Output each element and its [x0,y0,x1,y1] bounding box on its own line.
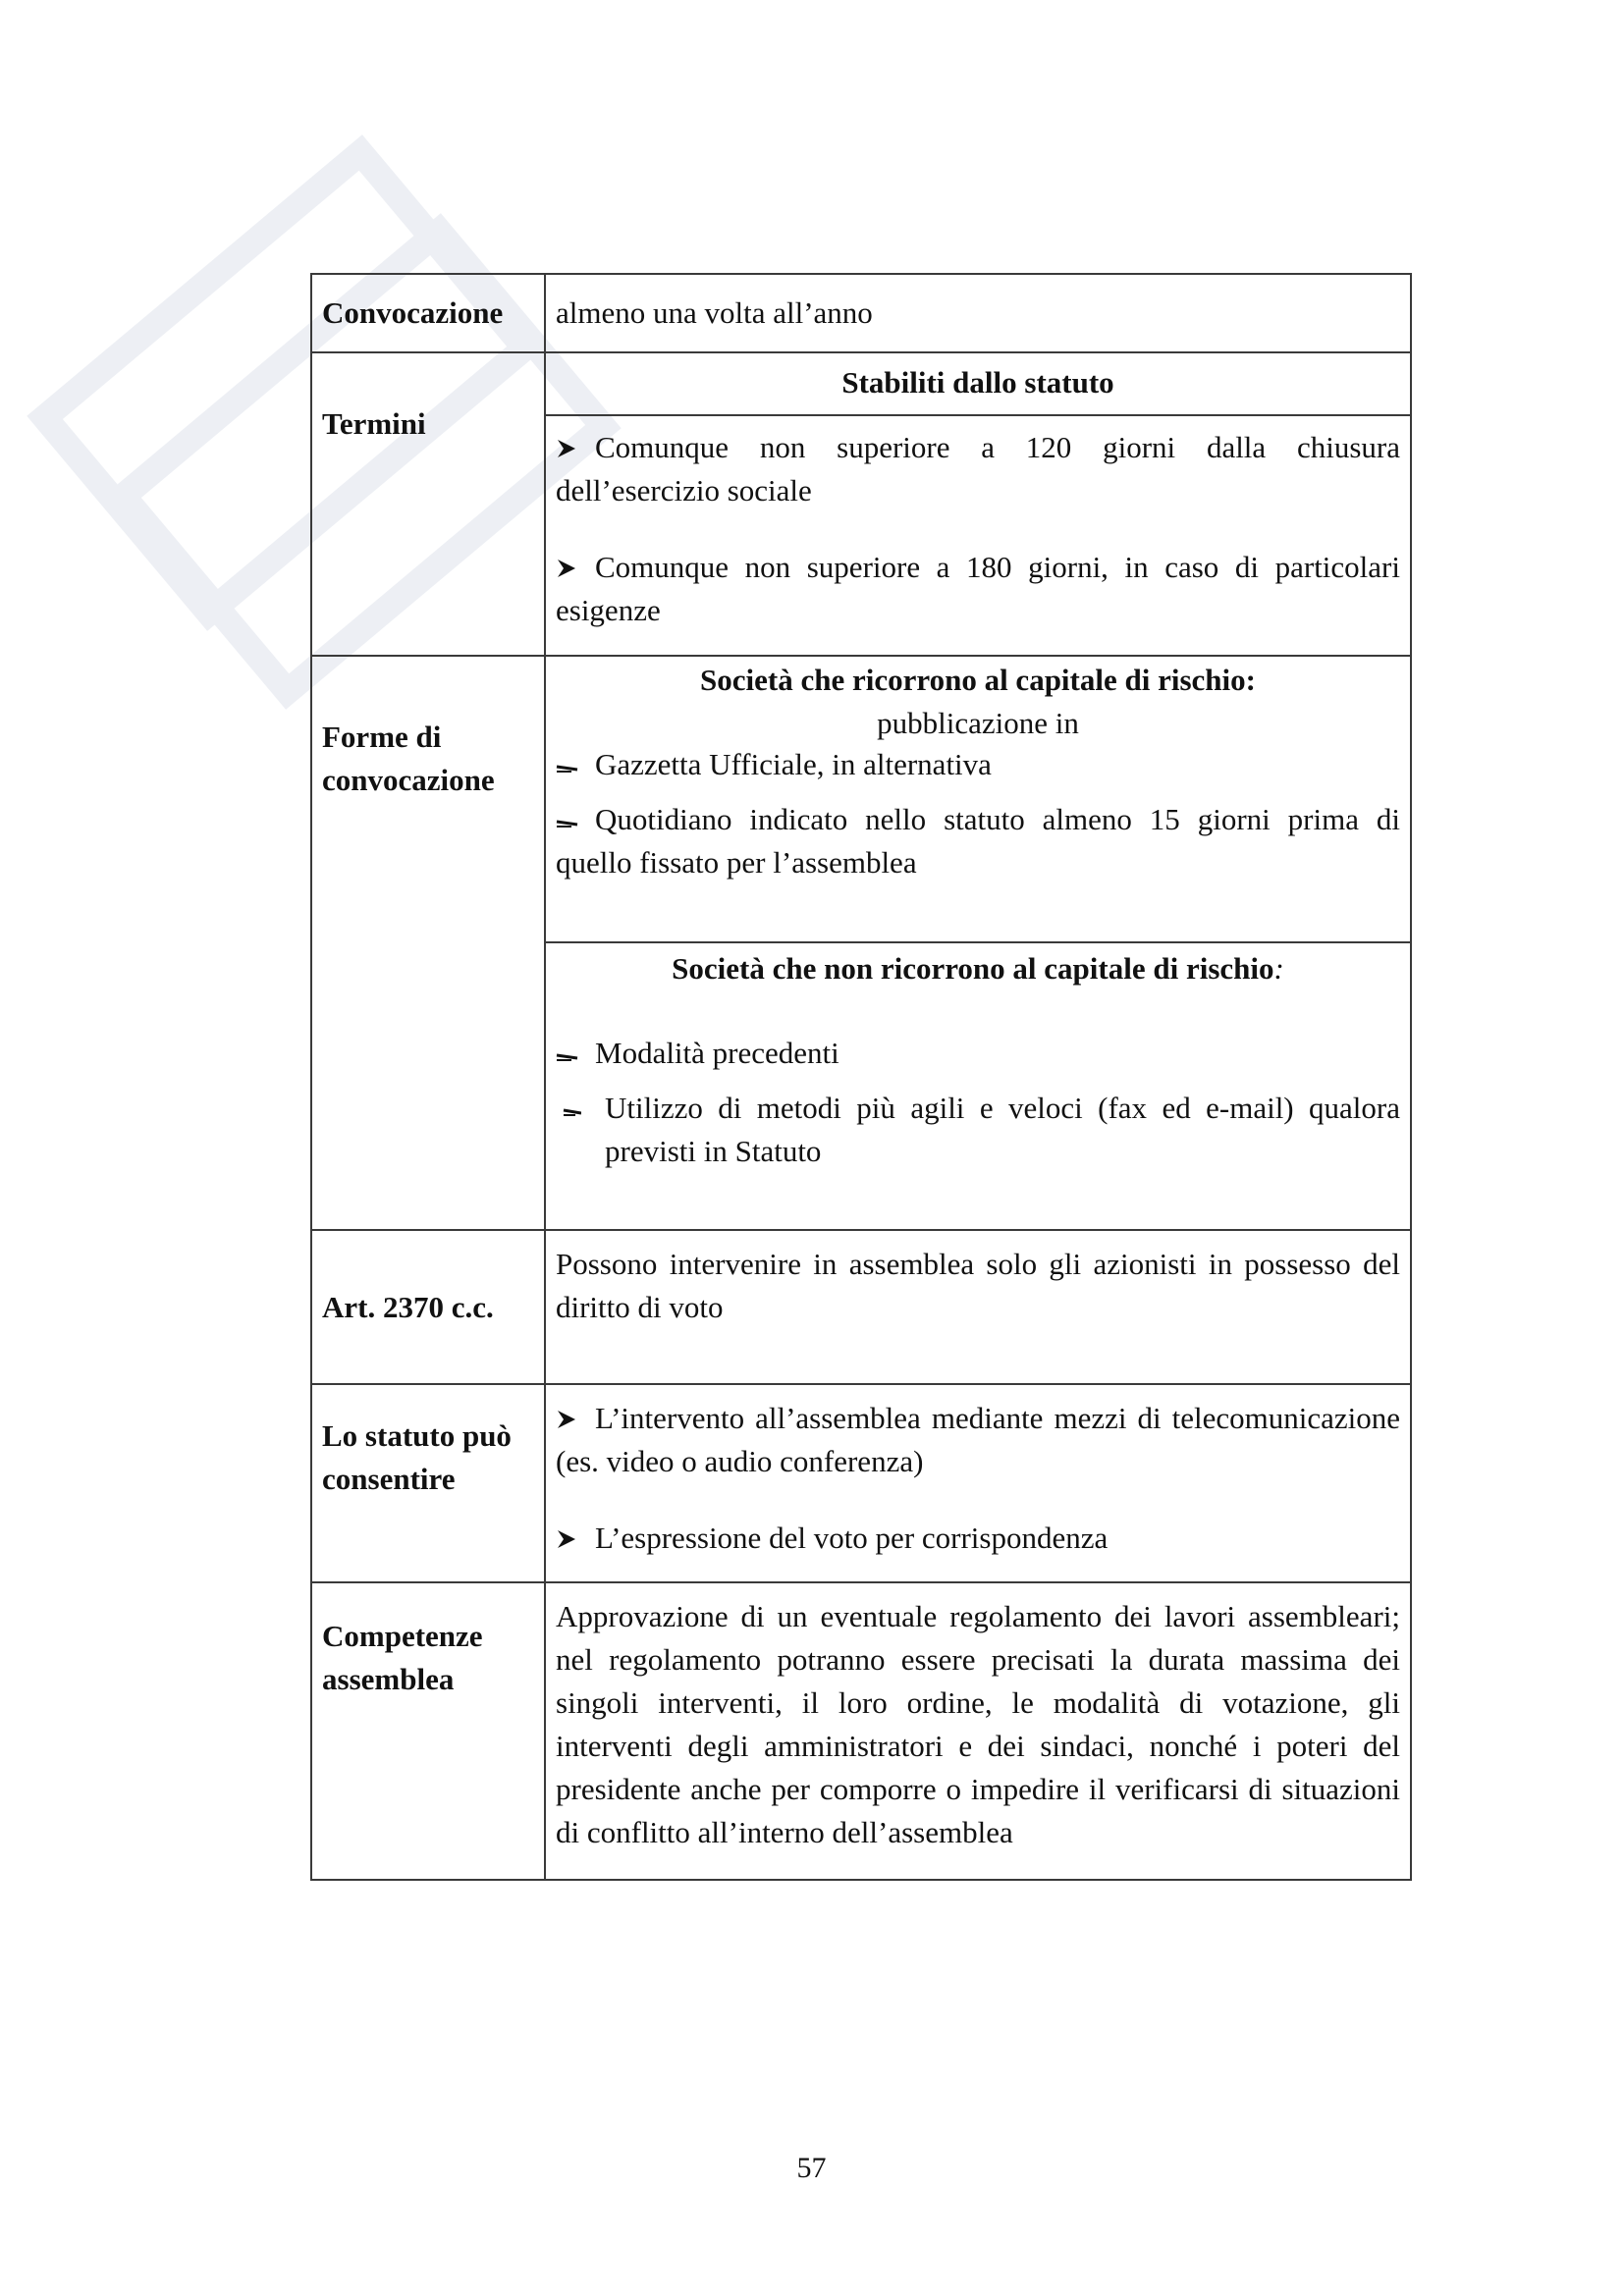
dash-bullet-icon [556,1087,605,1130]
forme-block2-bullet: Utilizzo di metodi più agili e veloci (fax ed e-mail) qualora previsti in Statuto [546,1087,1410,1173]
row-termini [311,352,1411,656]
row-competenze [311,1582,1411,1880]
termini-header: Stabiliti dallo statuto [841,365,1114,400]
row-convocazione [311,274,1411,352]
row-statuto [311,1384,1411,1582]
assembly-table [310,273,1412,1881]
dash-bullet-icon [556,743,595,786]
label-art2370: Art. 2370 c.c. [311,1230,545,1384]
forme-block2-header: Società che non ricorrono al capitale di rischio [672,951,1274,986]
page-number: 57 [796,2152,827,2184]
text-convocazione: almeno una volta all’anno [556,295,873,330]
label-forme: Forme di convocazione [311,656,545,1230]
arrow-bullet-icon [556,1517,595,1560]
arrow-bullet-icon [556,1397,595,1440]
row-forme [311,656,1411,1230]
arrow-bullet-icon [556,426,595,469]
dash-bullet-icon [556,1032,595,1075]
forme-block1-bullet: Gazzetta Ufficiale, in alternativa [546,743,1410,786]
text-competenze: Approvazione di un eventuale regolamento dei lavori assembleari; nel regolamento potranno essere precisati la durata massima dei singoli interventi, il loro ordine, le modalità di votazione, gli interventi degli amministratori e dei sindaci, nonché i poteri del presidente anche per comporre o impedire il verificarsi di situazioni di conflitto all’interno dell’assemblea [556,1599,1400,1849]
label-competenze: Competenze assemblea [311,1582,545,1880]
forme-block2-bullet: Modalità precedenti [546,1032,1410,1075]
label-convocazione: Convocazione [311,274,545,352]
forme-block-rischio [546,657,1410,941]
row-art2370 [311,1230,1411,1384]
statuto-bullet: L’espressione del voto per corrispondenza [546,1517,1410,1560]
label-statuto: Lo statuto può consentire [311,1384,545,1582]
text-art2370: Possono intervenire in assemblea solo gli azionisti in possesso del diritto di voto [556,1247,1400,1324]
label-termini: Termini [311,352,545,656]
dash-bullet-icon [556,798,595,841]
termini-bullet: Comunque non superiore a 120 giorni dalla chiusura dell’esercizio sociale [546,426,1410,512]
statuto-bullet: L’intervento all’assemblea mediante mezzi di telecomunicazione (es. video o audio conferenza) [546,1397,1410,1483]
forme-block2-suffix: : [1273,951,1284,986]
forme-block1-bullet: Quotidiano indicato nello statuto almeno 15 giorni prima di quello fissato per l’assemblea [546,798,1410,884]
forme-block1-header: Società che ricorrono al capitale di rischio: [700,663,1256,697]
termini-bullet: Comunque non superiore a 180 giorni, in caso di particolari esigenze [546,546,1410,632]
arrow-bullet-icon [556,546,595,589]
forme-block-non-rischio [546,941,1410,1229]
forme-block1-subline: pubblicazione in [877,706,1079,740]
